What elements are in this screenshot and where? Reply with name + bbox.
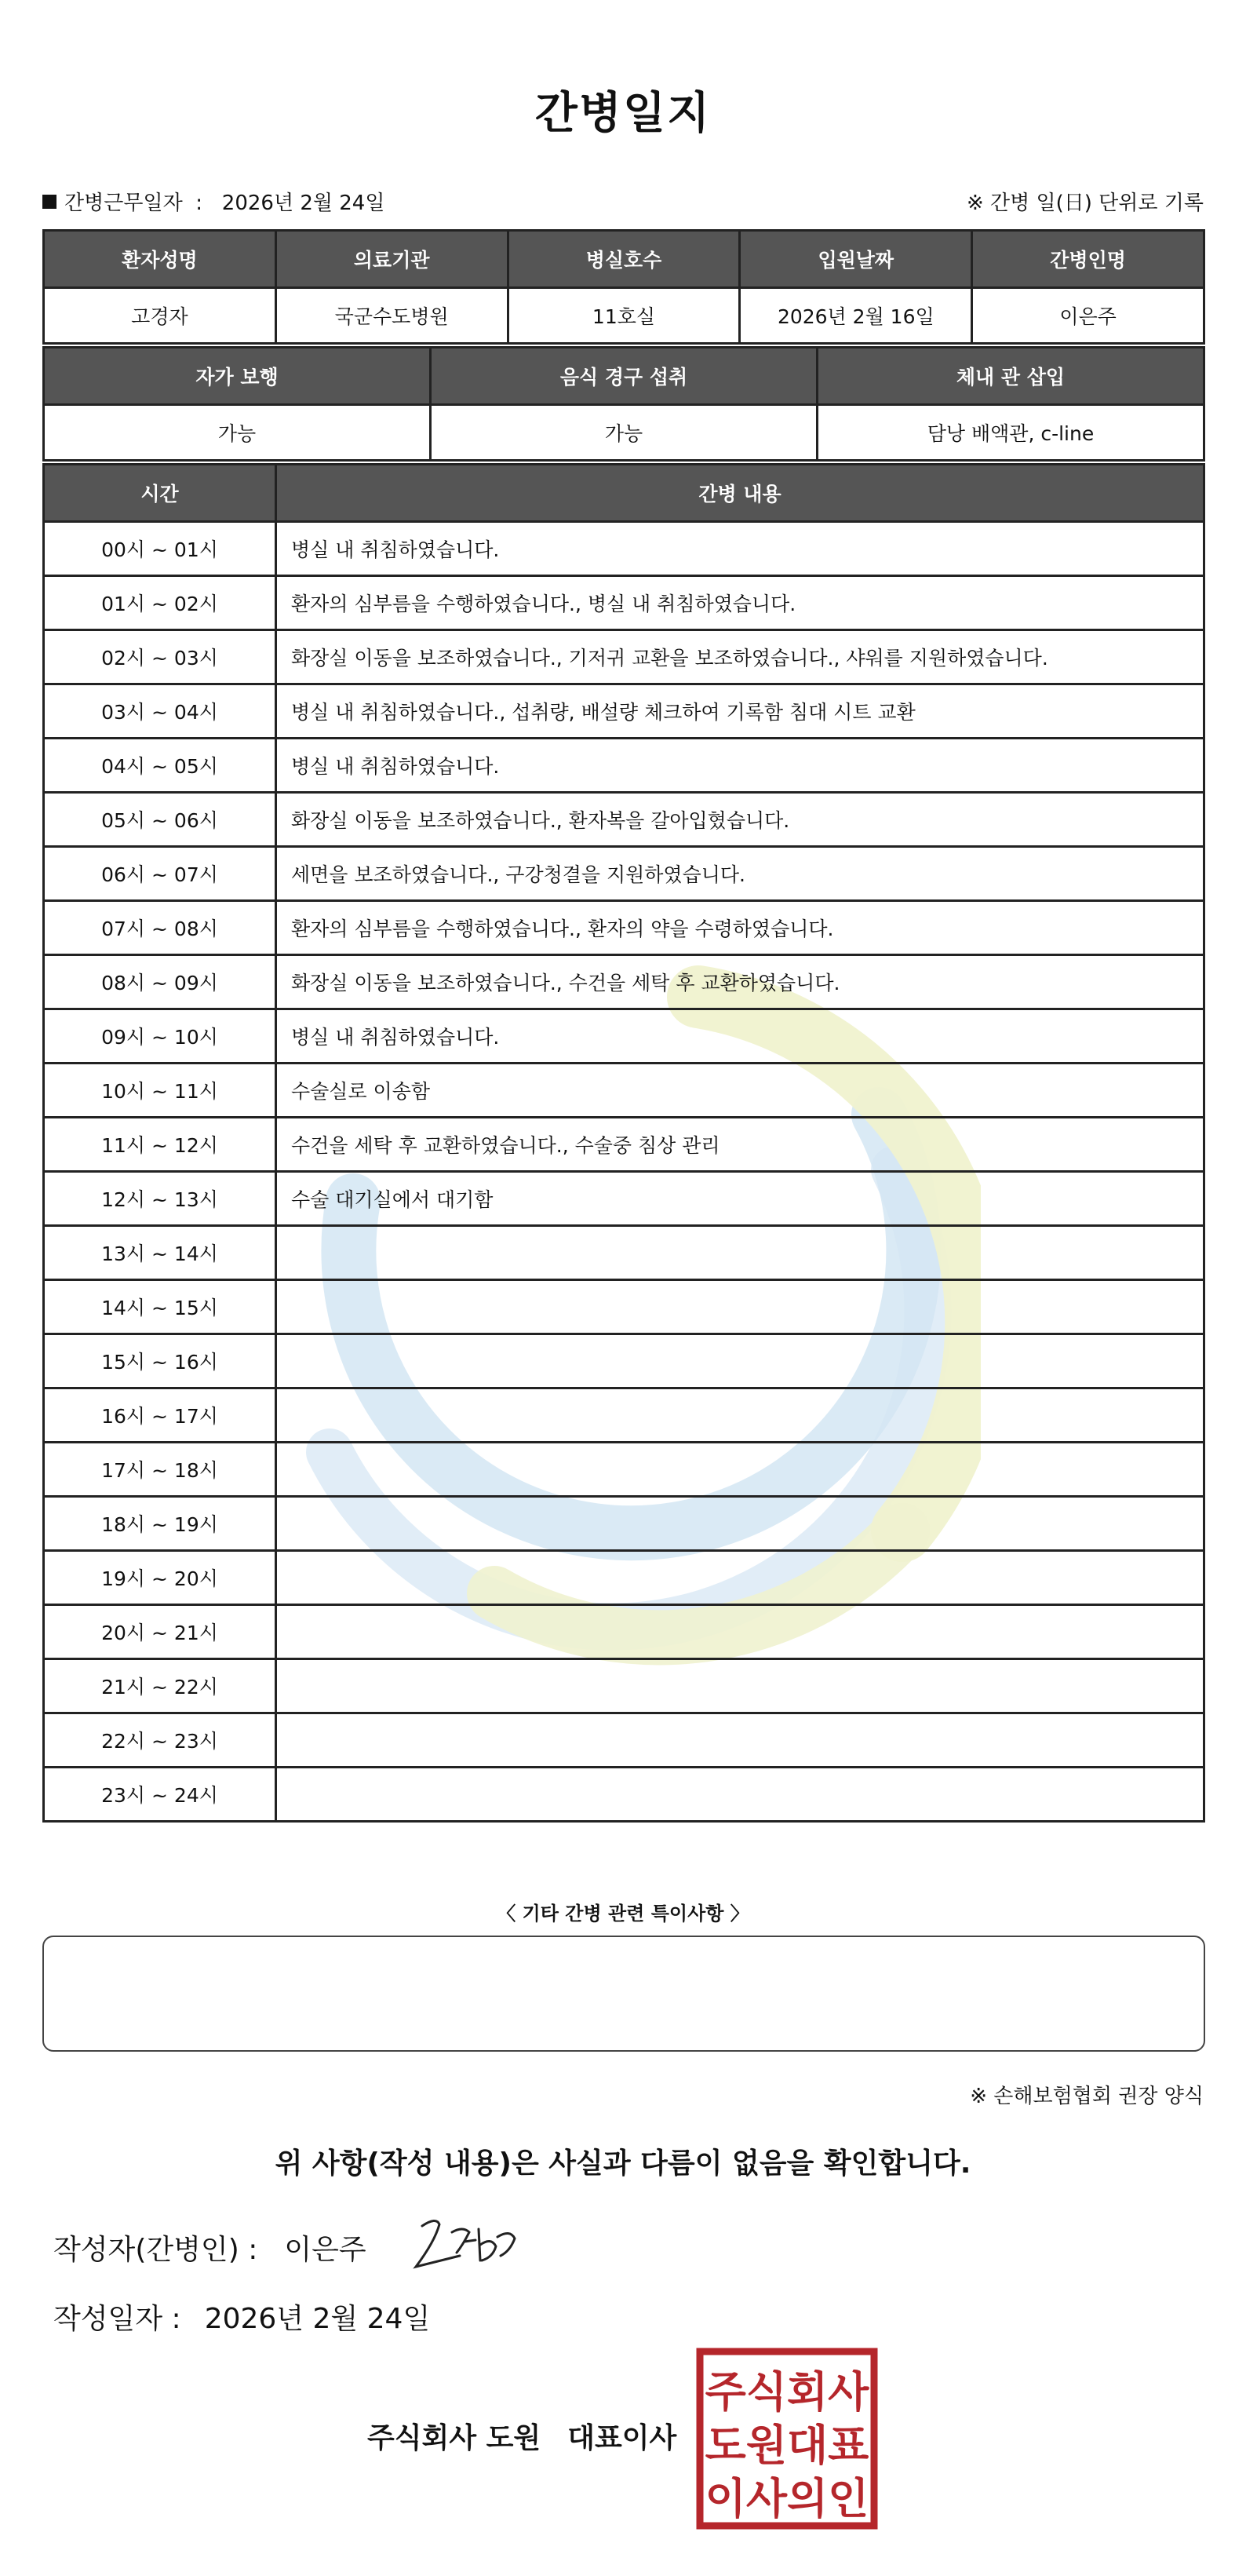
table-row xyxy=(44,1713,1204,1768)
log-time: 11시 ~ 12시 xyxy=(44,1118,276,1172)
work-date-value: 2026년 2월 24일 xyxy=(221,192,385,215)
log-time: 12시 ~ 13시 xyxy=(44,1172,276,1226)
log-content xyxy=(276,1551,1204,1605)
table-row xyxy=(44,1009,1204,1064)
log-time: 22시 ~ 23시 xyxy=(44,1713,276,1768)
log-content: 수술실로 이송함 xyxy=(276,1064,1204,1118)
log-time: 01시 ~ 02시 xyxy=(44,576,276,630)
log-time: 03시 ~ 04시 xyxy=(44,684,276,739)
table-row xyxy=(44,1497,1204,1551)
status-value-oral-intake: 가능 xyxy=(431,405,818,461)
company-seal-stamp xyxy=(695,2347,879,2530)
info-header-hospital: 의료기관 xyxy=(275,231,508,288)
log-time: 18시 ~ 19시 xyxy=(44,1497,276,1551)
log-time: 09시 ~ 10시 xyxy=(44,1009,276,1064)
log-time: 17시 ~ 18시 xyxy=(44,1443,276,1497)
table-row xyxy=(44,1551,1204,1605)
remarks-box xyxy=(42,1936,1205,2052)
company-name: 주식회사 도원 xyxy=(367,2422,541,2454)
log-content: 환자의 심부름을 수행하였습니다., 환자의 약을 수령하였습니다. xyxy=(276,901,1204,955)
writer-line xyxy=(53,2228,366,2268)
handwritten-signature xyxy=(400,2206,534,2284)
log-time: 14시 ~ 15시 xyxy=(44,1280,276,1334)
table-row xyxy=(44,522,1204,576)
table-row xyxy=(44,955,1204,1009)
log-time: 07시 ~ 08시 xyxy=(44,901,276,955)
log-time: 19시 ~ 20시 xyxy=(44,1551,276,1605)
table-row xyxy=(44,1659,1204,1713)
square-bullet-icon xyxy=(42,195,56,209)
log-content: 병실 내 취침하였습니다. xyxy=(276,522,1204,576)
log-time: 13시 ~ 14시 xyxy=(44,1226,276,1280)
info-value-caregiver: 이은주 xyxy=(972,288,1204,344)
table-row xyxy=(44,793,1204,847)
log-time: 02시 ~ 03시 xyxy=(44,630,276,684)
confirmation-statement: 위 사항(작성 내용)은 사실과 다름이 없음을 확인합니다. xyxy=(275,2147,971,2180)
top-note: ※ 간병 일(日) 단위로 기록 xyxy=(966,192,1204,215)
table-row xyxy=(44,576,1204,630)
write-date-line xyxy=(53,2297,430,2337)
write-date-label: 작성일자 : xyxy=(53,2303,181,2335)
status-header-walking: 자가 보행 xyxy=(44,348,431,405)
log-time: 23시 ~ 24시 xyxy=(44,1768,276,1822)
log-time: 10시 ~ 11시 xyxy=(44,1064,276,1118)
log-content: 화장실 이동을 보조하였습니다., 기저귀 교환을 보조하였습니다., 샤워를 지원하였습니다. xyxy=(276,630,1204,684)
table-row xyxy=(44,630,1204,684)
writer-name: 이은주 xyxy=(284,2234,366,2266)
work-date xyxy=(42,187,384,216)
info-value-admission: 2026년 2월 16일 xyxy=(740,288,972,344)
company-line xyxy=(367,2416,676,2456)
log-time: 00시 ~ 01시 xyxy=(44,522,276,576)
log-content xyxy=(276,1226,1204,1280)
log-content xyxy=(276,1280,1204,1334)
table-row xyxy=(44,1334,1204,1388)
log-content: 화장실 이동을 보조하였습니다., 수건을 세탁 후 교환하였습니다. xyxy=(276,955,1204,1009)
status-value-walking: 가능 xyxy=(44,405,431,461)
log-content xyxy=(276,1768,1204,1822)
table-row xyxy=(44,1605,1204,1659)
log-content xyxy=(276,1443,1204,1497)
info-value-patient: 고경자 xyxy=(44,288,276,344)
page-title: 간병일지 xyxy=(534,88,712,139)
table-row xyxy=(44,1172,1204,1226)
log-content: 병실 내 취침하였습니다. xyxy=(276,739,1204,793)
table-row xyxy=(44,901,1204,955)
bottom-note: ※ 손해보험협회 권장 양식 xyxy=(970,2085,1204,2108)
log-time: 21시 ~ 22시 xyxy=(44,1659,276,1713)
patient-status-table xyxy=(42,346,1205,462)
info-header-room: 병실호수 xyxy=(508,231,740,288)
status-header-tube: 체내 관 삽입 xyxy=(818,348,1204,405)
log-content: 병실 내 취침하였습니다. xyxy=(276,1009,1204,1064)
representative-title: 대표이사 xyxy=(567,2422,677,2454)
table-row xyxy=(44,1768,1204,1822)
table-row xyxy=(44,1388,1204,1443)
log-header-time: 시간 xyxy=(44,465,276,522)
log-content: 수건을 세탁 후 교환하였습니다., 수술중 침상 관리 xyxy=(276,1118,1204,1172)
table-row xyxy=(44,1226,1204,1280)
log-content: 세면을 보조하였습니다., 구강청결을 지원하였습니다. xyxy=(276,847,1204,901)
log-header-content: 간병 내용 xyxy=(276,465,1204,522)
status-header-oral-intake: 음식 경구 섭취 xyxy=(431,348,818,405)
table-row xyxy=(44,739,1204,793)
log-content xyxy=(276,1388,1204,1443)
log-content xyxy=(276,1713,1204,1768)
log-content xyxy=(276,1497,1204,1551)
seal-line-3: 이사의인 xyxy=(705,2474,869,2523)
log-time: 16시 ~ 17시 xyxy=(44,1388,276,1443)
table-row xyxy=(44,684,1204,739)
work-date-separator: : xyxy=(195,192,202,215)
table-row xyxy=(44,1118,1204,1172)
log-time: 08시 ~ 09시 xyxy=(44,955,276,1009)
table-row xyxy=(44,1443,1204,1497)
log-content: 수술 대기실에서 대기함 xyxy=(276,1172,1204,1226)
writer-label: 작성자(간병인) : xyxy=(53,2234,258,2266)
info-value-room: 11호실 xyxy=(508,288,740,344)
info-value-hospital: 국군수도병원 xyxy=(275,288,508,344)
log-content: 화장실 이동을 보조하였습니다., 환자복을 갈아입혔습니다. xyxy=(276,793,1204,847)
status-value-tube: 담낭 배액관, c-line xyxy=(818,405,1204,461)
table-row xyxy=(44,847,1204,901)
info-header-caregiver: 간병인명 xyxy=(972,231,1204,288)
log-time: 20시 ~ 21시 xyxy=(44,1605,276,1659)
log-time: 15시 ~ 16시 xyxy=(44,1334,276,1388)
log-time: 04시 ~ 05시 xyxy=(44,739,276,793)
patient-info-table xyxy=(42,229,1205,345)
log-content xyxy=(276,1334,1204,1388)
write-date-value: 2026년 2월 24일 xyxy=(204,2303,431,2335)
table-row xyxy=(44,1280,1204,1334)
seal-line-2: 도원대표 xyxy=(705,2421,869,2470)
log-time: 05시 ~ 06시 xyxy=(44,793,276,847)
seal-line-1: 주식회사 xyxy=(705,2367,869,2417)
info-header-admission: 입원날짜 xyxy=(740,231,972,288)
log-content xyxy=(276,1605,1204,1659)
log-content: 병실 내 취침하였습니다., 섭취량, 배설량 체크하여 기록함 침대 시트 교환 xyxy=(276,684,1204,739)
log-time: 06시 ~ 07시 xyxy=(44,847,276,901)
care-log-table xyxy=(42,463,1205,1823)
work-date-label: 간병근무일자 xyxy=(64,192,183,215)
log-content: 환자의 심부름을 수행하였습니다., 병실 내 취침하였습니다. xyxy=(276,576,1204,630)
log-content xyxy=(276,1659,1204,1713)
info-header-patient: 환자성명 xyxy=(44,231,276,288)
remarks-title: 〈 기타 간병 관련 특이사항 〉 xyxy=(497,1903,749,1925)
table-row xyxy=(44,1064,1204,1118)
